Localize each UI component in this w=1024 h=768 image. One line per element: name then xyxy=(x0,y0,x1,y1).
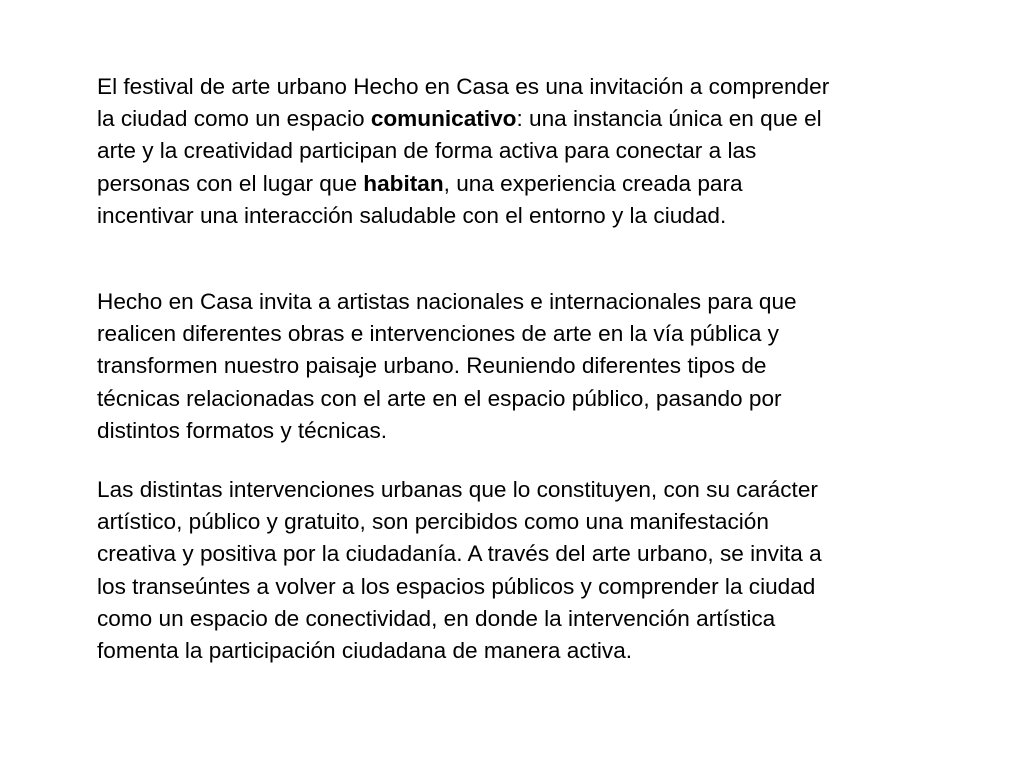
paragraph-artists-invitation xyxy=(97,286,937,447)
paragraph-urban-interventions xyxy=(97,474,937,667)
text-segment: : una instancia única en que el arte y la creatividad participan de forma activa para conectar a las personas con el lugar que xyxy=(97,106,822,196)
text-segment: Las distintas intervenciones urbanas que lo constituyen, con su carácter artístico, público y gratuito, son percibidos como una manifestación creativa y positiva por la ciudadanía. A través del arte urbano, se invita a los transeúntes a volver a los espacios públicos y comprender la ciudad como un espacio de conectividad, en donde la intervención artística fomenta la participación ciudadana de manera activa. xyxy=(97,477,822,664)
text-segment: , una experiencia creada para incentivar una interacción saludable con el entorno y la ciudad. xyxy=(97,170,743,228)
paragraph-festival-intro xyxy=(97,71,937,232)
text-segment: El festival de arte urbano Hecho en Casa es una invitación a comprender la ciudad como un espacio xyxy=(97,74,830,132)
bold-word-comunicativo: comunicativo xyxy=(370,106,517,132)
bold-word-habitan: habitan xyxy=(363,170,444,196)
text-segment: Hecho en Casa invita a artistas nacionales e internacionales para que realicen diferentes obras e intervenciones de arte en la vía pública y transformen nuestro paisaje urbano. Reuniendo diferentes tipos de técnicas relacionadas con el arte en el espacio público, pasando por distintos formatos y técnicas. xyxy=(97,289,797,443)
